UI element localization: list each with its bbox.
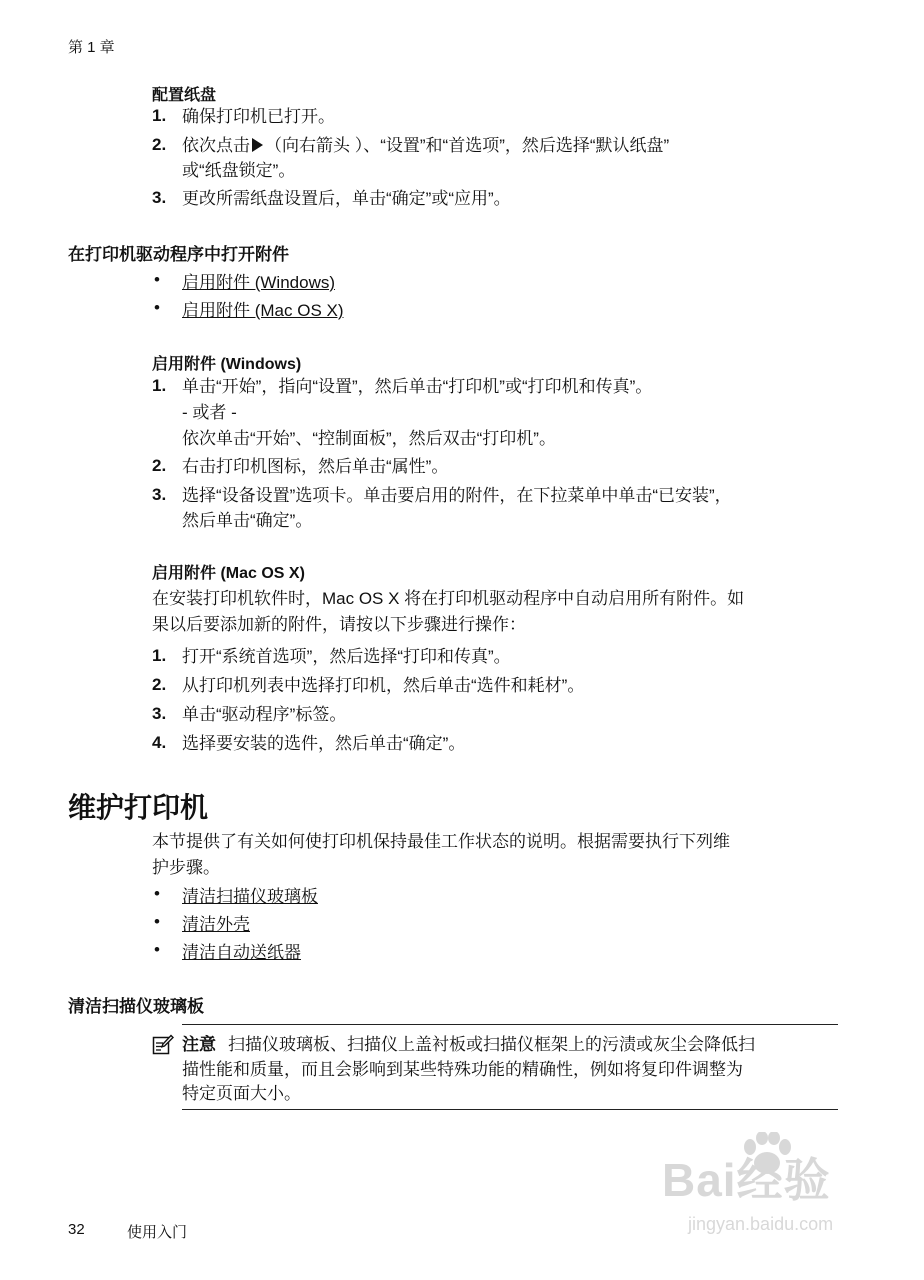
accessory-link-item xyxy=(0,270,924,296)
step-number: 1. xyxy=(152,106,167,125)
mac-intro-line-1: 在安装打印机软件时，Mac OS X 将在打印机驱动程序中自动启用所有附件。如 xyxy=(152,589,745,608)
step-text-post: （向右箭头 ）、“设置”和“首选项”，然后选择“默认纸盘” xyxy=(265,136,670,155)
maintain-intro-line-2: 护步骤。 xyxy=(152,858,220,877)
mac-step-4 xyxy=(0,731,924,757)
section-title-clean-scanner-glass: 清洁扫描仪玻璃板 xyxy=(68,997,204,1016)
step-text-continued: 或“纸盘锁定”。 xyxy=(182,161,296,180)
link-enable-accessories-windows[interactable]: 启用附件 (Windows) xyxy=(182,273,336,292)
step-or: - 或者 - xyxy=(182,403,237,422)
link-clean-adf[interactable]: 清洁自动送纸器 xyxy=(182,943,301,962)
section-title-open-accessories: 在打印机驱动程序中打开附件 xyxy=(68,245,289,264)
windows-step-3 xyxy=(0,483,924,535)
mac-intro-line-2: 果以后要添加新的附件，请按以下步骤进行操作： xyxy=(152,615,526,634)
link-clean-scanner-glass[interactable]: 清洁扫描仪玻璃板 xyxy=(182,887,318,906)
bullet: • xyxy=(154,884,160,903)
maintain-link-item xyxy=(0,912,924,938)
accessory-link-item xyxy=(0,298,924,324)
mac-step-3 xyxy=(0,702,924,728)
note-pencil-icon xyxy=(152,1034,174,1056)
tray-step-3 xyxy=(0,186,924,212)
step-number: 2. xyxy=(152,135,167,154)
mac-step-1 xyxy=(0,644,924,670)
tray-step-1 xyxy=(0,104,924,130)
chapter-header: 第 1 章 xyxy=(68,39,115,56)
maintain-link-item xyxy=(0,940,924,966)
step-number: 2. xyxy=(152,675,167,694)
step-number: 1. xyxy=(152,376,167,395)
step-number: 4. xyxy=(152,733,167,752)
link-clean-exterior[interactable]: 清洁外壳 xyxy=(182,915,250,934)
subsection-title-windows: 启用附件 (Windows) xyxy=(152,356,302,373)
section-title-configure-tray: 配置纸盘 xyxy=(152,87,217,104)
maintain-link-item xyxy=(0,884,924,910)
note-line-1 xyxy=(182,1032,755,1057)
bullet: • xyxy=(154,298,160,317)
watermark-logo: Bai经验 xyxy=(662,1154,831,1206)
step-text: 选择“设备设置”选项卡。单击要启用的附件，在下拉菜单中单击“已安装”， xyxy=(182,486,732,505)
baidu-jingyan-watermark xyxy=(658,1132,872,1242)
note-label: 注意 xyxy=(182,1035,216,1054)
footer-label: 使用入门 xyxy=(127,1224,188,1241)
step-text: 更改所需纸盘设置后，单击“确定”或“应用”。 xyxy=(182,189,511,208)
step-text: 单击“开始”，指向“设置”，然后单击“打印机”或“打印机和传真”。 xyxy=(182,377,653,396)
note-text: 扫描仪玻璃板、扫描仪上盖衬板或扫描仪框架上的污渍或灰尘会降低扫 xyxy=(228,1035,755,1054)
mac-step-2 xyxy=(0,673,924,699)
windows-step-1 xyxy=(0,374,924,452)
note-bottom-rule xyxy=(182,1109,838,1110)
link-enable-accessories-mac[interactable]: 启用附件 (Mac OS X) xyxy=(182,301,344,320)
step-number: 3. xyxy=(152,188,167,207)
step-number: 3. xyxy=(152,704,167,723)
step-text: 单击“驱动程序”标签。 xyxy=(182,705,347,724)
note-line-2: 描性能和质量，而且会影响到某些特殊功能的精确性，例如将复印件调整为 xyxy=(182,1060,743,1079)
step-number: 2. xyxy=(152,456,167,475)
bullet: • xyxy=(154,270,160,289)
step-alt-text: 依次单击“开始”、“控制面板”，然后双击“打印机”。 xyxy=(182,429,556,448)
step-text: 确保打印机已打开。 xyxy=(182,107,335,126)
step-text: 右击打印机图标，然后单击“属性”。 xyxy=(182,457,449,476)
watermark-url: jingyan.baidu.com xyxy=(688,1214,834,1234)
maintain-intro-line-1: 本节提供了有关如何使打印机保持最佳工作状态的说明。根据需要执行下列维 xyxy=(152,832,730,851)
step-text xyxy=(182,133,669,158)
step-number: 3. xyxy=(152,485,167,504)
step-text: 从打印机列表中选择打印机，然后单击“选件和耗材”。 xyxy=(182,676,585,695)
bullet: • xyxy=(154,912,160,931)
tray-step-2 xyxy=(0,133,924,183)
step-text-continued: 然后单击“确定”。 xyxy=(182,511,313,530)
chapter-section-title-maintain: 维护打印机 xyxy=(68,792,209,823)
subsection-title-mac: 启用附件 (Mac OS X) xyxy=(152,565,305,582)
step-number: 1. xyxy=(152,646,167,665)
note-line-3: 特定页面大小。 xyxy=(182,1084,301,1103)
right-triangle-icon xyxy=(252,138,263,152)
page-number: 32 xyxy=(68,1221,85,1238)
bullet: • xyxy=(154,940,160,959)
step-text: 打开“系统首选项”，然后选择“打印和传真”。 xyxy=(182,647,511,666)
windows-step-2 xyxy=(0,454,924,480)
note-top-rule xyxy=(182,1024,838,1025)
step-text-pre: 依次点击 xyxy=(182,136,250,155)
step-text: 选择要安装的选件，然后单击“确定”。 xyxy=(182,734,466,753)
